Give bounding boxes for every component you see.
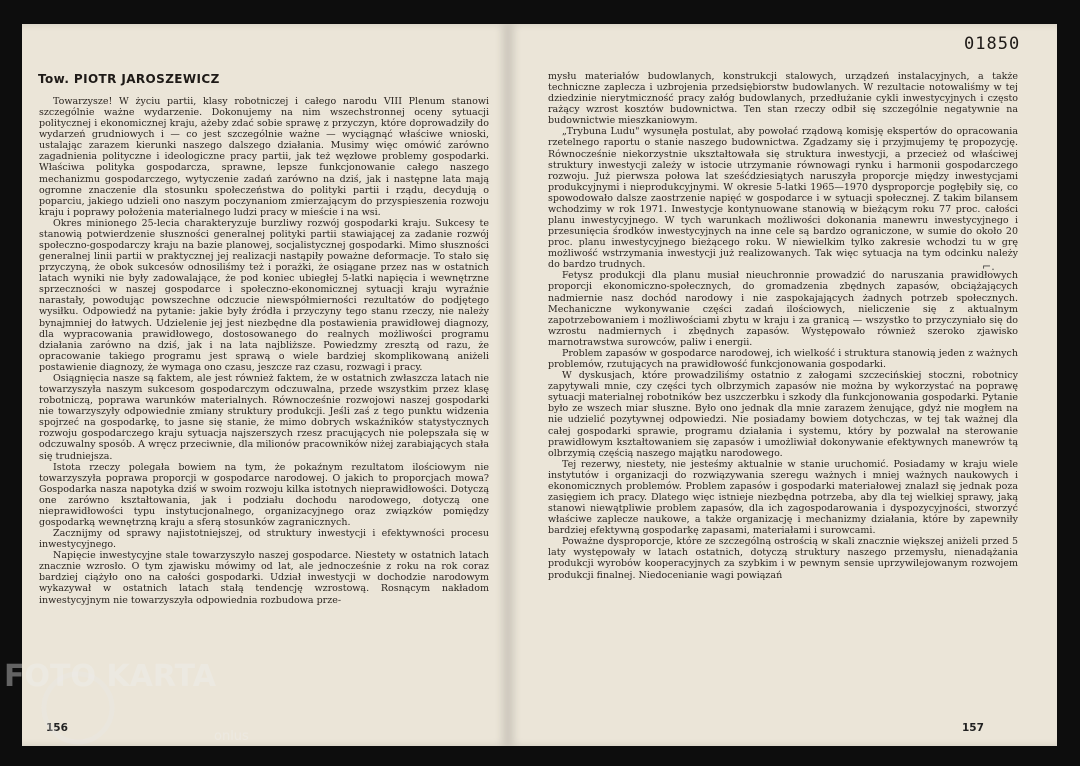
paragraph: Fetysz produkcji dla planu musiał nieuchronnie prowadzić do naruszania prawidłowych proporcji ekonomiczno-społecznych, do gromadzenia zbędnych zapasów, obciążających nadmiernie nasz dochód narodowy i nie zaspokajających żadnych potrzeb społecznych. Mechaniczne wykonywanie części zadań ilościowych, nieliczenie się z aktualnym zapotrzebowaniem i możliwościami zbytu w kraju i za granicą — wszystko to przyczyniało się do wzrostu nadmiernych i zbędnych zapasów. Występowało również szeroko zjawisko marnotrawstwa surowców, paliw i energii. [548,270,1018,348]
paragraph: W dyskusjach, które prowadziliśmy ostatnio z załogami szczecińskiej stoczni, robotnicy zapytywali mnie, czy części tych olbrzymich zapasów nie można by wykorzystać na poprawę sytuacji materialnej robotników bez uszczerbku i szkody dla funkcjonowania gospodarki. Pytanie było ze wszech miar słuszne. Było ono jednak dla mnie zarazem żenujące, gdyż nie mogłem na nie udzielić pozytywnej odpowiedzi. Nie posiadamy bowiem dotychczas, w tej tak ważnej dla całej gospodarki sprawie, programu działania i systemu, który by pozwalał na sterowanie prawidłowym kształtowaniem się zapasów i umożliwiał dokonywanie efektywnych manewrów tą olbrzymią częścią naszego majątku narodowego. [548,370,1018,459]
paragraph: Osiągnięcia nasze są faktem, ale jest również faktem, że w ostatnich zwłaszcza latach nie towarzyszyła naszym sukcesom gospodarczym odczuwalna, przede wszystkim przez klasę robotniczą, poprawa warunków materialnych. Równocześnie rozwojowi naszej gospodarki nie towarzyszyły odpowiednie zmiany struktury produkcji. Jeśli zaś z tego punktu widzenia spojrzeć na gospodarkę, to jasne się stanie, że mimo dobrych wskaźników statystycznych rozwoju gospodarczego kraju sytuacja najszerszych rzesz pracujących nie polepszała się w odczuwalny sposób. A wręcz przeciwnie, dla milionów pracowników niżej zarabiających stała się trudniejsza. [39,372,489,462]
paragraph: Napięcie inwestycyjne stale towarzyszyło naszej gospodarce. Niestety w ostatnich latach znacznie wzrosło. O tym zjawisku mówimy od lat, ale jednocześnie z roku na rok coraz bardziej ciążyło ono na całości gospodarki. Udział inwestycji w dochodzie narodowym wykazywał w ostatnich latach stałą tendencję wzrostową. Rosnącym nakładom inwestycyjnym nie towarzyszyła odpowiednia rozbudowa prze- [39,550,489,606]
left-column [39,96,489,606]
article-author: Tow. PIOTR JAROSZEWICZ [38,72,220,86]
paragraph: Zacznijmy od sprawy najistotniejszej, od struktury inwestycji i efektywności procesu inwestycyjnego. [39,528,489,551]
paragraph: Problem zapasów w gospodarce narodowej, ich wielkość i struktura stanowią jeden z ważnych problemów, rzutujących na prawidłowość funkcjonowania gospodarki. [548,347,1018,371]
paragraph: mysłu materiałów budowlanych, konstrukcji stalowych, urządzeń instalacyjnych, a także techniczne zaplecza i uzbrojenia przedsiębiorstw budowlanych. W rezultacie notowaliśmy w tej dziedzinie nierytmiczność pracy załóg budowlanych, przedłużanie cykli inwestycyjnych i często rażący wzrost kosztów budownictwa. Ten stan rzeczy odbił się szczególnie negatywnie na budownictwie mieszkaniowym. [548,71,1018,127]
page-number-right: 157 [962,722,984,734]
right-page [508,24,1057,746]
paragraph: Okres minionego 25-lecia charakteryzuje burzliwy rozwój gospodarki kraju. Sukcesy te stanowią potwierdzenie słuszności generalnej polityki partii stawiającej za zadanie rozwój społeczno-gospodarczy kraju na bazie planowej, socjalistycznej gospodarki. Mimo słuszności generalnej linii partii w praktycznej jej realizacji nastąpiły poważne deformacje. To stało się przyczyną, że obok sukcesów odnosiliśmy też i porażki, że osiągane przez nas w ostatnich latach wyniki nie były zadowalające, że pod koniec ubiegłej 5-latki napięcia i wewnętrzne sprzeczności w naszej gospodarce i społeczno-ekonomicznej sytuacji kraju wyraźnie narastały, powodując powszechne odczucie niewspółmierności rezultatów do podjętego wysiłku. Odpowiedź na pytanie: jakie były źródła i przyczyny tego stanu rzeczy, nie należy bynajmniej do łatwych. Udzielenie jej jest niezbędne dla postawienia prawidłowej diagnozy, dla wypracowania prawidłowego, dostosowanego do realnych możliwości programu działania zarówno na dziś, jak i na lata najbliższe. Powiedzmy zresztą od razu, że opracowanie takiego programu jest sprawą o wiele bardziej skomplikowaną aniżeli postawienie diagnozy, że wymaga ono czasu, jeszcze raz czasu, rozwagi i pracy. [39,217,489,373]
margin-mark: ⌐. [982,260,995,273]
watermark-subtext: onlus [214,729,249,744]
right-column [548,71,1018,581]
watermark-text: FOTO KARTA [4,659,216,694]
paragraph: Poważne dysproporcje, które ze szczególną ostrością w skali znacznie większej aniżeli przed 5 laty występowały w latach ostatnich, dotyczą struktury naszego przemysłu, nienadążania produkcji wyrobów kooperacyjnych za szybkim i w pewnym sensie uprzywilejowanym rozwojem produkcji finalnej. Niedocenianie wagi powiązań [548,536,1018,581]
page-number-left: 156 [46,722,68,734]
paragraph: Tej rezerwy, niestety, nie jesteśmy aktualnie w stanie uruchomić. Posiadamy w kraju wiele instytutów i organizacji do rozwiązywania szeregu ważnych i mniej ważnych naukowych i ekonomicznych problemów. Problem zapasów i gospodarki materiałowej znalazł się jednak poza zasięgiem ich pracy. Dlatego więc istnieje niezbędna potrzeba, aby dla tej wielkiej sprawy, jaką stanowi niewątpliwie problem zapasów, dla ich zagospodarowania i dyspozycyjności, stworzyć właściwe zaplecze naukowe, a także organizację i mechanizmy działania, które by zapewniły bardziej efektywną gospodarkę zapasami, materiałami i surowcami. [548,458,1018,537]
paragraph: Towarzysze! W życiu partii, klasy robotniczej i całego narodu VIII Plenum stanowi szczególnie ważne wydarzenie. Dokonujemy na nim wszechstronnej oceny sytuacji politycznej i ekonomicznej kraju, ażeby zdać sobie sprawę z przyczyn, które doprowadziły do wydarzeń grudniowych i — co jest szczególnie ważne — wyciągnąć właściwe wnioski, ustalając zarazem kierunki naszego dalszego działania. Musimy więc omówić zarówno zagadnienia polityczne i ideologiczne pracy partii, jak też węzłowe problemy gospodarki. Właściwa polityka gospodarcza, sprawne, lepsze funkcjonowanie całego naszego mechanizmu gospodarczego, wytyczenie zadań zarówno na dziś, jak i następne lata mają ogromne znaczenie dla stosunku społeczeństwa do polityki partii i rządu, decydują o poparciu, jakiego udzieli ono naszym poczynaniom zmierzającym do przyspieszenia rozwoju kraju i poprawy położenia materialnego ludzi pracy w mieście i na wsi. [39,96,489,218]
archive-stamp-number: 01850 [964,34,1021,54]
paragraph: „Trybuna Ludu" wysunęła postulat, aby powołać rządową komisję ekspertów do opracowania rzetelnego raportu o stanie naszego budownictwa. Zgadzamy się i przyjmujemy tę propozycję. Równocześnie niekorzystnie ukształtowała się struktura inwestycji, a przecież od właściwej struktury inwestycji zależy w istocie utrzymanie równowagi rynku i harmonii gospodarczego rozwoju. Już pierwsza połowa lat sześćdziesiątych naruszyła proporcje między inwestycjami produkcyjnymi i nieprodukcyjnymi. W okresie 5-latki 1965—1970 dysproporcje pogłębiły się, co spowodowało dalsze zaostrzenie napięć w gospodarce i w sytuacji społecznej. Z takim bilansem wchodzimy w rok 1971. Inwestycje kontynuowane stanowią w bieżącym roku 77 proc. całości planu inwestycyjnego. W tych warunkach możliwości dokonania manewru inwestycyjnego i przesunięcia środków inwestycyjnych na inne cele są bardzo ograniczone, w sumie do około 20 proc. planu inwestycyjnego bieżącego roku. W niewielkim tylko zakresie wchodzi tu w grę możliwość wstrzymania inwestycji już realizowanych. Tak więc sytuacja na tym odcinku należy do bardzo trudnych. [548,126,1018,271]
paragraph: Istota rzeczy polegała bowiem na tym, że pokaźnym rezultatom ilościowym nie towarzyszyła poprawa proporcji w gospodarce narodowej. O jakich to proporcjach mowa? Gospodarka nasza napotyka dziś w swoim rozwoju kilka istotnych nieprawidłowości. Dotyczą one zarówno kształtowania, jak i podziału dochodu narodowego, dotyczą one nieprawidłowości typu instytucjonalnego, organizacyjnego oraz związków pomiędzy gospodarką wewnętrzną kraju a sferą stosunków zagranicznych. [39,461,489,528]
left-page [22,24,508,746]
